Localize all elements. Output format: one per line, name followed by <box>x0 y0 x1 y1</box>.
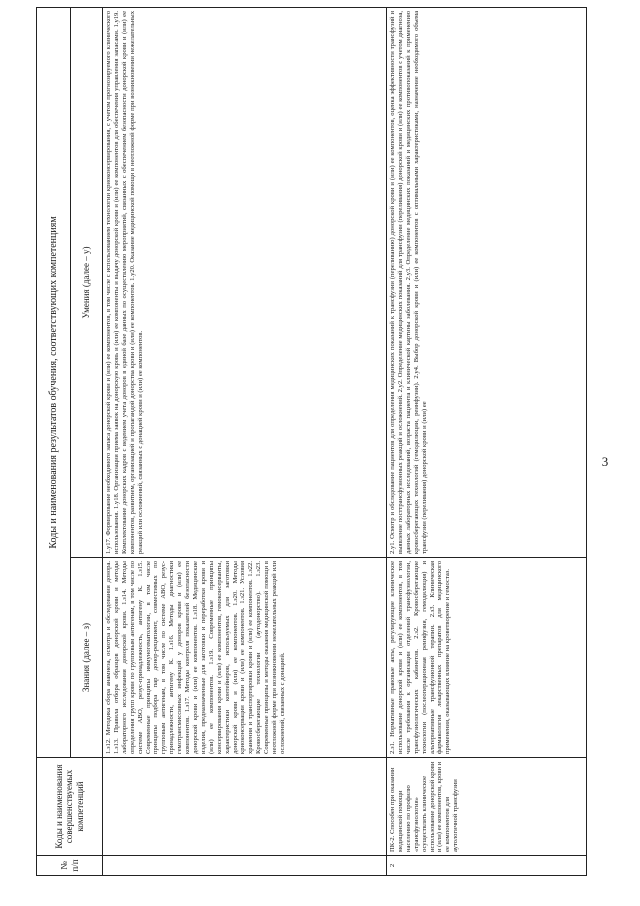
skills-text: 2.у1. Осмотр и обследование пациентов для определения медицинских показаний к трансфузии (переливанию) донорской крови и (или) ее компонентов, оценка эффективности трансфузий и выявление посттрансфузионных реакций и осложнений. 2.у2. Определение медицинских показаний для трансфузии (переливания) донорской крови и (или) ее компонентов с учетом диагноза, данных лабораторных исследований, возраста пациента и клинической картины заболевания. 2.у3. Определение медицинских показаний и медицинских противопоказаний к применению кровосберегающих технологий (гемодилюции, реинфузии). 2.у4. Выбор донорской крови и (или) ее компонентов с оптимальными характеристиками, назначение необходимого объема трансфузии (переливания) донорской крови и (или) ее <box>389 10 428 554</box>
header-knowledge: Знания (далее – з) <box>71 558 103 758</box>
knowledge-text: 1.з12. Методика сбора анамнеза, осмотра и обследования донора. 1.з13. Правила отбора образцов донорской крови и методы лабораторного исследования донорской крови. 1.з14. Методы определения групп крови по групповым антигенам, в том числе по системе АВО, резус-принадлежность, антигену К. 1.з15. Современные принципы иммуногематологии, в том числе принципы подбора пар донор-реципиент, совместимых по групповым антигенам, в том числе по системе АВО, резус-принадлежности, антигену К. 1.з16. Методы диагностики гемотрансмиссивных инфекций у доноров крови и (или) ее компонентов. 1.з17. Методы контроля показателей безопасности донорской крови и (или) ее компонентов. 1.з18. Медицинские изделия, предназначенные для заготовки и переработки крови и (или) ее компонентов. 1.з19. Современные принципы консервирования крови и (или) ее компонентов, гемоконсерванты, характеристики контейнеров, используемых для заготовки донорской крови и (или) ее компонентов. 1.з20. Методы криоконсервации крови и (или) ее компонентов. 1.з21. Условия хранения и транспортировки крови и (или) ее компонентов. 1.з22. Кровосберегающие технологии (аутодонорство). 1.з23. Современные принципы и методы оказания медицинской помощи в неотложной форме при возникновении нежелательных реакций или осложнений, связанных с донацией. <box>105 561 286 754</box>
header-results: Коды и наименования результатов обучения, соответствующих компетенциям <box>37 7 71 757</box>
knowledge-cell <box>387 558 587 758</box>
header-row-1 <box>37 7 71 875</box>
header-num: № п/п <box>37 856 103 876</box>
skills-cell <box>103 7 387 557</box>
knowledge-cell <box>103 558 387 758</box>
competence-cell <box>103 758 387 856</box>
table-row <box>387 7 587 875</box>
competency-table <box>36 7 587 876</box>
row-number: 2 <box>387 856 587 876</box>
header-codes: Коды и наименования совершенствуемых компетенций <box>37 758 103 856</box>
skills-cell <box>387 7 587 557</box>
knowledge-text: 2.з1. Нормативные правовые акты, регулирующие клиническое использование донорской крови и (или) ее компонентов, в том числе требования к организации отделений трансфузиологии, трансфузиологических кабинетов. 2.з2. Кровосберегающие технологии (послеоперационная реинфузия, гемодилюция) и альтернативные трансфузионной терапии. 2.з3. Клиническая фармакология лекарственных препаратов для медицинского применения, оказывающих влияние на кроветворение и гемостаз. <box>389 561 452 754</box>
header-skills: Умения (далее – у) <box>71 7 103 557</box>
skills-text: 1.у17. Формирование необходимого запаса донорской крови и (или) ее компонентов, в том числе с использованием технологии криоконсервирования, с учетом прогнозируемого клинического использования. 1.у18. Организация приема заявок на донорскую кровь и (или) ее компоненты и выдачу донорской крови и (или) ее компонентов для обеспечения управления запасами. 1.у19. Комплектование донорских кадров с ведением учета доноров в единой базе данных по осуществлению мероприятий, связанных с обеспечением безопасности донорской крови и (или) ее компонентов, развитием, организацией и пропагандой донорства крови и (или) ее компонентов. 1.у20. Оказание медицинской помощи в неотложной форме при возникновении нежелательных реакций или осложнений, связанных с донацией крови и (или) ее компонентов. <box>105 10 144 554</box>
table-row <box>103 7 387 875</box>
competence-cell: ПК-2. Способен при оказании медицинской помощи населению по профилю «трансфузиология» осуществлять клиническое использование донорской крови и (или) ее компонентов, крови и ее компонентов для аутологичной трансфузии <box>387 758 587 856</box>
header-row-2 <box>71 7 103 875</box>
page-number: 3 <box>601 453 609 469</box>
row-number <box>103 856 387 876</box>
